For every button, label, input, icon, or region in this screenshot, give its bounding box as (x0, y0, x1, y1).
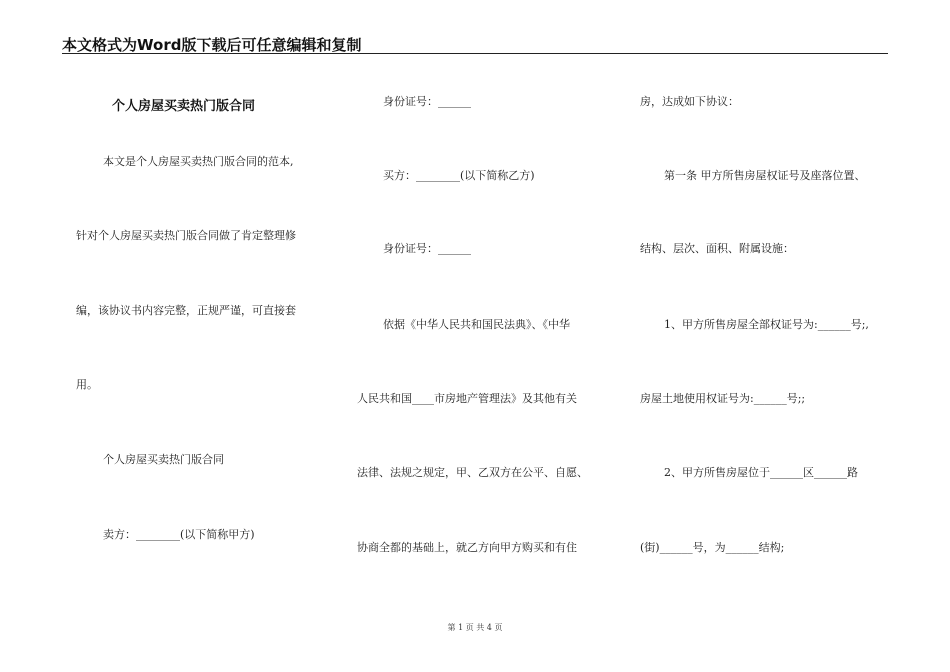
document-title: 个人房屋买卖热门版合同 (112, 99, 256, 114)
column3-line-1: 房，达成如下协议： (640, 95, 739, 108)
column2-line-6: 法律、法规之规定，甲、乙双方在公平、自愿、 (357, 466, 588, 479)
column1-line-2: 针对个人房屋买卖热门版合同做了肯定整理修 (76, 229, 296, 242)
column3-line-4: 1、甲方所售房屋全部权证号为:______号;, (664, 318, 869, 331)
column2-line-4: 依据《中华人民共和国民法典》、《中华 (383, 318, 570, 331)
column3-line-5: 房屋土地使用权证号为:______号;; (640, 392, 806, 405)
page-number: 第 1 页 共 4 页 (447, 623, 503, 632)
column1-line-4: 用。 (76, 378, 98, 391)
column2-line-5: 人民共和国____市房地产管理法》及其他有关 (357, 392, 577, 405)
column2-line-7: 协商全都的基础上，就乙方向甲方购买和有住 (357, 541, 577, 554)
column2-line-1: 身份证号：______ (383, 95, 471, 108)
column1-line-3: 编，该协议书内容完整，正规严谨，可直接套 (76, 304, 296, 317)
document-header: 本文格式为Word版下载后可任意编辑和复制 (62, 36, 362, 54)
column3-article-heading: 第一条 甲方所售房屋权证号及座落位置、 (664, 169, 866, 182)
column1-seller-line: 卖方：________(以下简称甲方) (103, 528, 255, 541)
header-divider (62, 53, 888, 54)
column3-line-7: (街)______号，为______结构; (640, 541, 785, 554)
column1-subtitle: 个人房屋买卖热门版合同 (103, 453, 224, 466)
column3-line-6: 2、甲方所售房屋位于______区______路 (664, 466, 858, 479)
column1-line-1: 本文是个人房屋买卖热门版合同的范本, (103, 155, 294, 168)
column2-line-3: 身份证号：______ (383, 242, 471, 255)
column3-line-3: 结构、层次、面积、附属设施： (640, 242, 794, 255)
column2-buyer-line: 买方：________(以下简称乙方) (383, 169, 535, 182)
